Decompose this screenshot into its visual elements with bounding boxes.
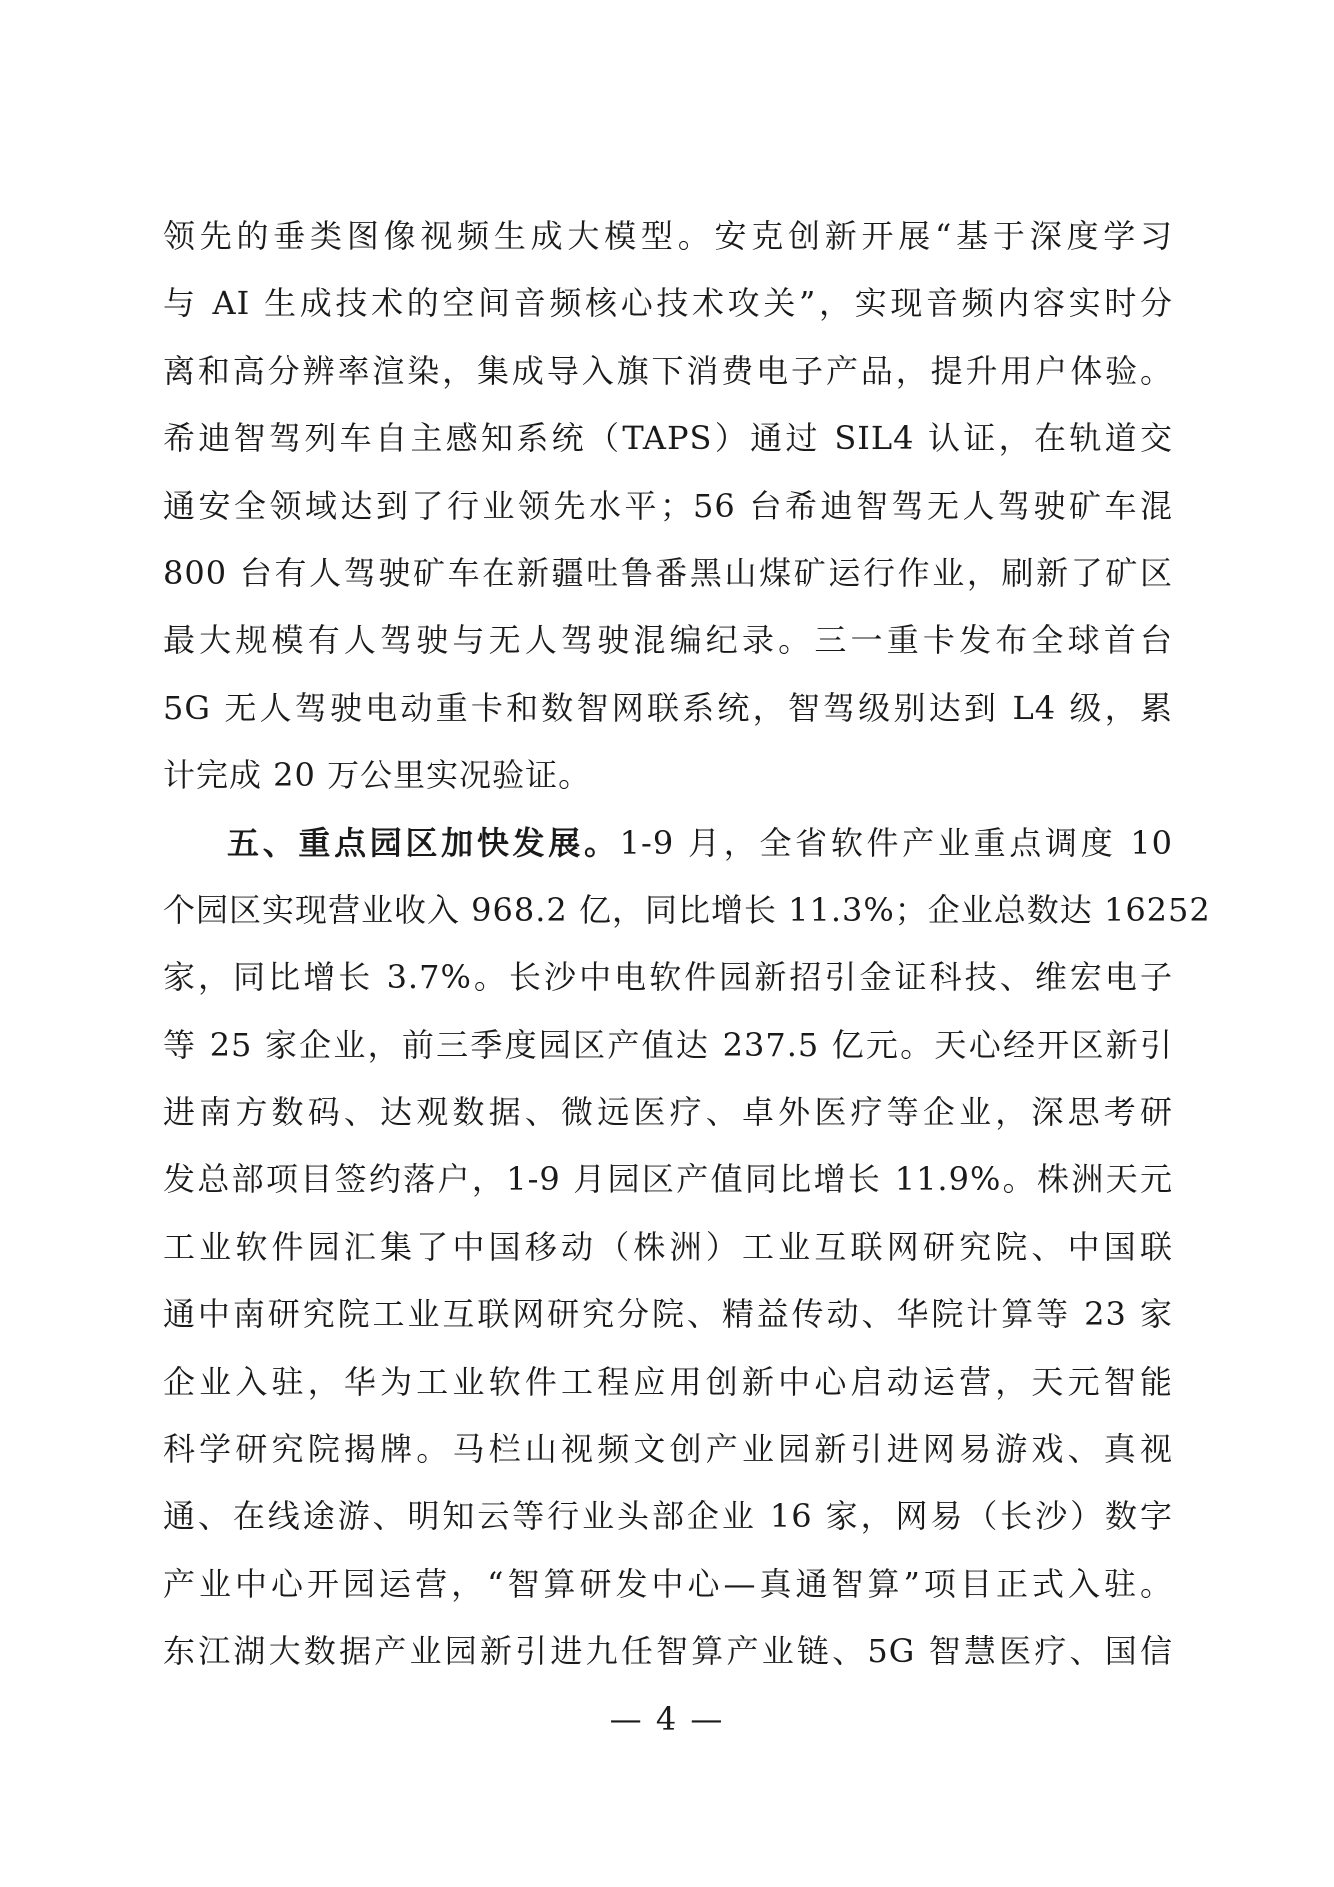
paragraph-line: 工业软件园汇集了中国移动（株洲）工业互联网研究院、中国联	[163, 1227, 1173, 1266]
paragraph-line: 东江湖大数据产业园新引进九任智算产业链、5G 智慧医疗、国信	[163, 1632, 1173, 1671]
paragraph-line: 进南方数码、达观数据、微远医疗、卓外医疗等企业，深思考研	[163, 1093, 1173, 1132]
paragraph-line: 等 25 家企业，前三季度园区产值达 237.5 亿元。天心经开区新引	[163, 1025, 1173, 1064]
paragraph-line: 800 台有人驾驶矿车在新疆吐鲁番黑山煤矿运行作业，刷新了矿区	[163, 553, 1173, 592]
section-heading-rest: 1-9 月，全省软件产业重点调度 10	[619, 823, 1173, 862]
paragraph-line: 与 AI 生成技术的空间音频核心技术攻关”，实现音频内容实时分	[163, 284, 1173, 323]
paragraph-line: 个园区实现营业收入 968.2 亿，同比增长 11.3%；企业总数达 16252	[163, 890, 1211, 929]
page-number: — 4 —	[609, 1700, 725, 1738]
paragraph-line: 最大规模有人驾驶与无人驾驶混编纪录。三一重卡发布全球首台	[163, 621, 1173, 660]
paragraph-line: 领先的垂类图像视频生成大模型。安克创新开展“基于深度学习	[163, 217, 1173, 255]
paragraph-line: 5G 无人驾驶电动重卡和数智网联系统，智驾级别达到 L4 级，累	[163, 688, 1173, 727]
paragraph-line: 发总部项目签约落户，1-9 月园区产值同比增长 11.9%。株洲天元	[163, 1160, 1173, 1199]
paragraph-line: 通、在线途游、明知云等行业头部企业 16 家，网易（长沙）数字	[163, 1497, 1173, 1536]
paragraph-line: 企业入驻，华为工业软件工程应用创新中心启动运营，天元智能	[163, 1362, 1173, 1401]
section-heading: 五、重点园区加快发展。	[227, 823, 620, 862]
paragraph-line: 离和高分辨率渲染，集成导入旗下消费电子产品，提升用户体验。	[163, 351, 1173, 390]
section-heading-line	[163, 810, 1173, 877]
paragraph-line: 产业中心开园运营，“智算研发中心—真通智算”项目正式入驻。	[163, 1564, 1173, 1603]
paragraph-line: 家，同比增长 3.7%。长沙中电软件园新招引金证科技、维宏电子	[163, 958, 1173, 997]
body-text	[163, 203, 1211, 1686]
paragraph-line: 通中南研究院工业互联网研究分院、精益传动、华院计算等 23 家	[163, 1295, 1173, 1334]
paragraph-line: 希迪智驾列车自主感知系统（TAPS）通过 SIL4 认证，在轨道交	[163, 419, 1173, 458]
paragraph-line: 计完成 20 万公里实况验证。	[163, 756, 592, 795]
paragraph-line: 通安全领域达到了行业领先水平；56 台希迪智驾无人驾驶矿车混	[163, 486, 1173, 525]
paragraph-line: 科学研究院揭牌。马栏山视频文创产业园新引进网易游戏、真视	[163, 1430, 1173, 1469]
